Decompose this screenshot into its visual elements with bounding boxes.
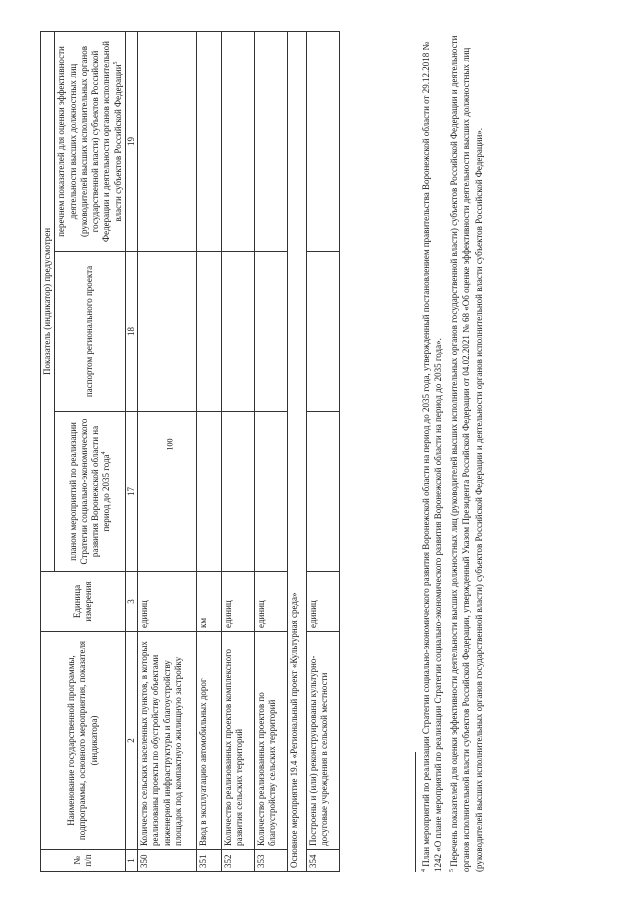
row-cell [138, 412, 197, 572]
column-number: 3 [125, 572, 137, 632]
section-title: Основное мероприятие 19.4 «Региональный проект «Культурная среда» [288, 31, 307, 871]
section-row [288, 31, 307, 871]
row-cell [197, 412, 222, 572]
row-unit: км [197, 572, 222, 632]
column-number: 17 [125, 412, 137, 572]
row-cell [197, 31, 222, 251]
row-name: Количество реализованных проектов по благоустройству сельских территорий [255, 632, 288, 850]
header-col18: паспортом регионального проекта [55, 252, 126, 412]
row-name: Построены и (или) реконструированы культурно-досуговые учреждения в сельской местности [307, 632, 340, 850]
row-unit: единиц [138, 572, 197, 632]
column-number: 18 [125, 252, 137, 412]
rotated-page-content [40, 32, 600, 872]
column-numbering-row [125, 31, 137, 871]
footnote: $^4$ План мероприятий по реализации Стратегии социально-экономического развития Воронежской области на период до 2035 года, утвержденный постановлением правительства Воронежской области от 29.12.2018 № 1242 «О плане мероприятий по реализации Стратегии социально-экономического развития Воронежской области на период до 2035 года». [421, 41, 444, 872]
row-num: 351 [197, 850, 222, 872]
row-cell [222, 252, 255, 412]
row-cell [222, 412, 255, 572]
table-row [255, 31, 288, 871]
header-col17: планом мероприятий по реализации Стратегии социально-экономического развития Воронежской области на период до 2035 года$^4$ [55, 412, 126, 572]
row-name: Ввод в эксплуатацию автомобильных дорог [197, 632, 222, 850]
table-row [222, 31, 255, 871]
row-name: Количество сельских населенных пунктов, в которых реализованы проекты по обустройству объектами инженерной инфраструктуры и благоустройству площадок под компактную жилищную застройку [138, 632, 197, 850]
row-cell [307, 252, 340, 412]
row-cell [222, 31, 255, 251]
header-unit: Единица измерения [41, 572, 126, 632]
table-row [138, 31, 197, 871]
row-cell [307, 31, 340, 251]
page-number: 100 [165, 438, 175, 451]
row-name: Количество реализованных проектов комплексного развития сельских территорий [222, 632, 255, 850]
column-number: 19 [125, 31, 137, 251]
row-num: 354 [307, 850, 340, 872]
row-cell [255, 412, 288, 572]
indicator-table [40, 31, 340, 872]
footnote-divider [415, 752, 416, 872]
row-unit: единиц [255, 572, 288, 632]
row-cell [255, 31, 288, 251]
row-unit: единиц [307, 572, 340, 632]
table-header-row [41, 31, 55, 871]
row-cell [197, 252, 222, 412]
table-row [307, 31, 340, 871]
table-row [197, 31, 222, 871]
row-cell [138, 31, 197, 251]
column-number: 2 [125, 632, 137, 850]
column-number: 1 [125, 850, 137, 872]
footnotes [415, 32, 489, 872]
row-cell [307, 412, 340, 572]
header-num: № п/п [41, 850, 126, 872]
header-name: Наименование государственной программы, подпрограммы, основного мероприятия, показателя (индикатора) [41, 632, 126, 850]
row-unit: единиц [222, 572, 255, 632]
row-cell [255, 252, 288, 412]
header-col19: перечнем показателей для оценки эффективности деятельности высших должностных лиц (руководителей высших исполнительных органов государственной власти) субъектов Российской Федерации и деятельности органов исполнительной власти субъектов Российской Федерации$^5$ [55, 31, 126, 251]
footnote: $^5$ Перечень показателей для оценки эффективности деятельности высших должностных лиц (руководителей высших исполнительных органов государственной власти) субъектов Российской Федерации и деятельности органов исполнительной власти субъектов Российской Федерации, утвержденный Указом Президента Российской Федерации от 04.02.2021 № 68 «Об оценке эффективности деятельности высших должностных лиц (руководителей высших исполнительных органов государственной власти) субъектов Российской Федерации и деятельности органов исполнительной власти субъектов Российской Федерации». [449, 35, 484, 872]
header-provided: Показатель (индикатор) предусмотрен [41, 31, 55, 571]
row-num: 352 [222, 850, 255, 872]
row-num: 350 [138, 850, 197, 872]
row-cell [138, 252, 197, 412]
row-num: 353 [255, 850, 288, 872]
